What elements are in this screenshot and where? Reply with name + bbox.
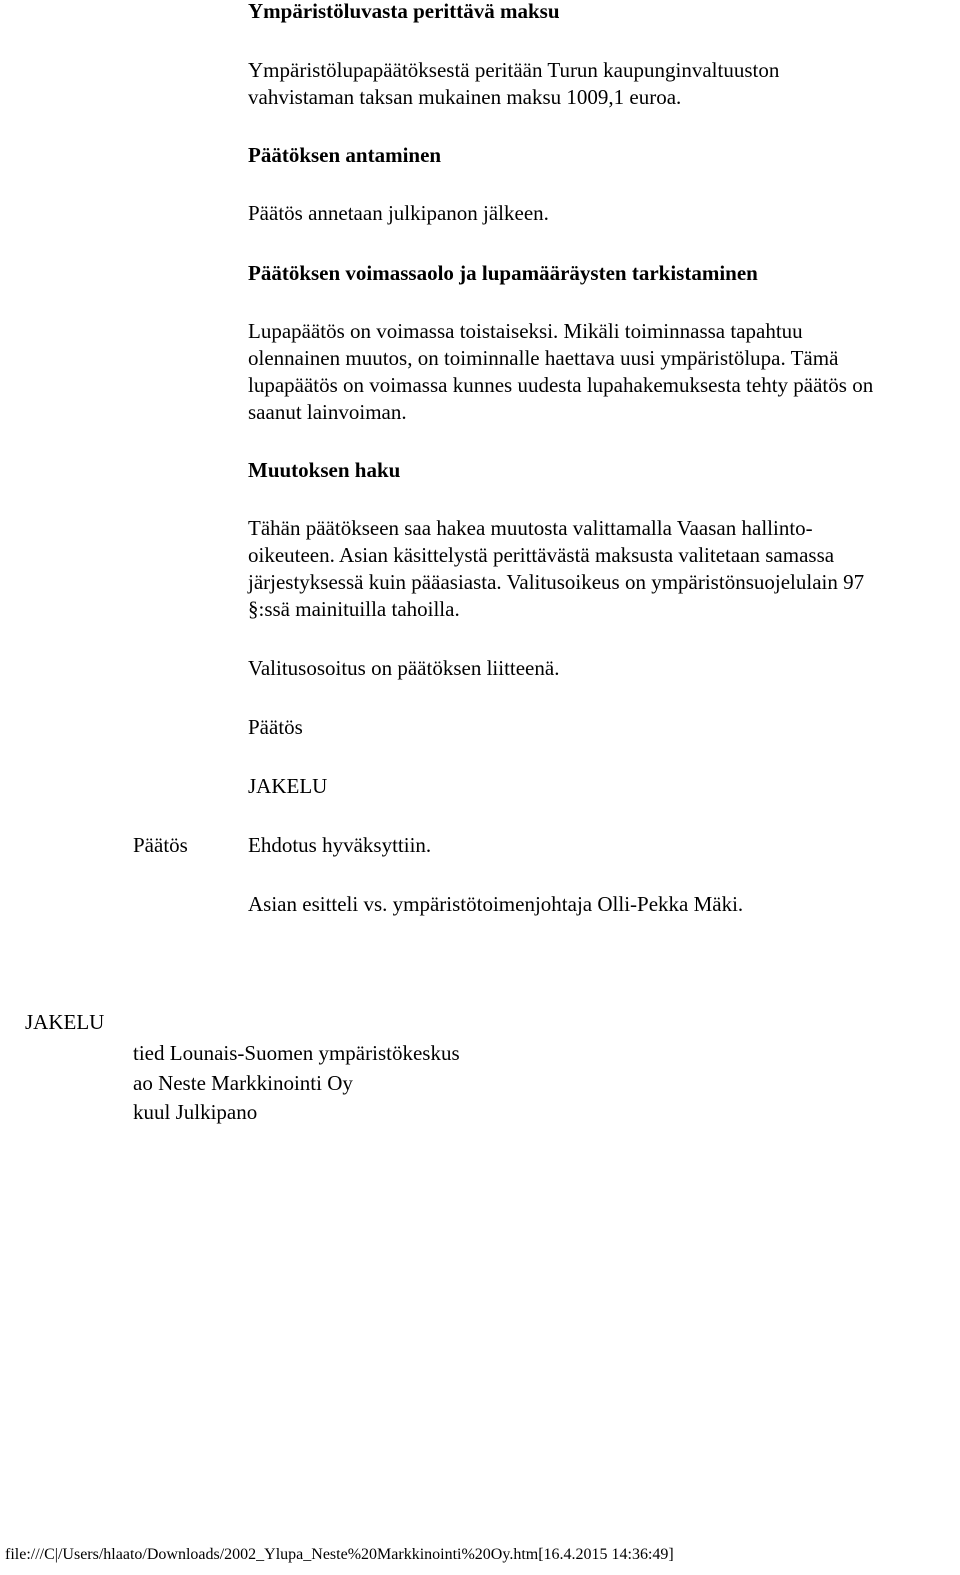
fee-heading: Ympäristöluvasta perittävä maksu (248, 0, 560, 23)
validity-line: lupapäätös on voimassa kunnes uudesta lupahakemuksesta tehty päätös on (248, 373, 874, 397)
appeal-line: järjestyksessä kuin pääasiasta. Valitusoikeus on ympäristönsuojelulain 97 (248, 570, 865, 594)
validity-heading: Päätöksen voimassaolo ja lupamääräysten tarkistaminen (248, 261, 758, 285)
validity-line: saanut lainvoiman. (248, 400, 407, 424)
distribution-item: ao Neste Markkinointi Oy (133, 1070, 353, 1095)
fee-line: vahvistaman taksan mukainen maksu 1009,1 euroa. (248, 85, 682, 109)
appeal-heading: Muutoksen haku (248, 458, 401, 482)
decision-text: Ehdotus hyväksyttiin. (248, 833, 432, 857)
appeal-note: Valitusosoitus on päätöksen liitteenä. (248, 656, 560, 680)
validity-paragraph (248, 318, 873, 426)
distribution-label: JAKELU (25, 1010, 105, 1034)
distribution-item: tied Lounais-Suomen ympäristökeskus (133, 1041, 460, 1065)
issuance-heading: Päätöksen antaminen (248, 143, 442, 167)
issuance-line: Päätös annetaan julkipanon jälkeen. (248, 201, 549, 225)
file-path-footer: file:///C|/Users/hlaato/Downloads/2002_Ylupa_Neste%20Markkinointi%20Oy.htm[16.4.2015 14:36:49] (5, 1546, 674, 1563)
distribution-list (133, 1039, 460, 1128)
fee-paragraph (248, 57, 779, 111)
validity-line: Lupapäätös on voimassa toistaiseksi. Mikäli toiminnassa tapahtuu (248, 319, 803, 343)
appeal-line: oikeuteen. Asian käsittelystä perittävästä maksusta valitetaan samassa (248, 543, 835, 567)
distribution-marker: JAKELU (248, 774, 328, 798)
appeal-line: §:ssä mainituilla tahoilla. (248, 597, 460, 621)
decision-label: Päätös (133, 833, 188, 857)
issuance-paragraph (248, 200, 549, 227)
appeal-paragraph (248, 515, 864, 623)
presenter-text: Asian esitteli vs. ympäristötoimenjohtaja Olli-Pekka Mäki. (248, 892, 744, 916)
fee-line: Ympäristölupapäätöksestä peritään Turun kaupunginvaltuuston (248, 58, 780, 82)
appeal-line: Tähän päätökseen saa hakea muutosta valittamalla Vaasan hallinto- (248, 516, 813, 540)
distribution-item: kuul Julkipano (133, 1100, 258, 1124)
validity-line: olennainen muutos, on toiminnalle haettava uusi ympäristölupa. Tämä (248, 346, 839, 370)
decision-marker: Päätös (248, 715, 303, 739)
